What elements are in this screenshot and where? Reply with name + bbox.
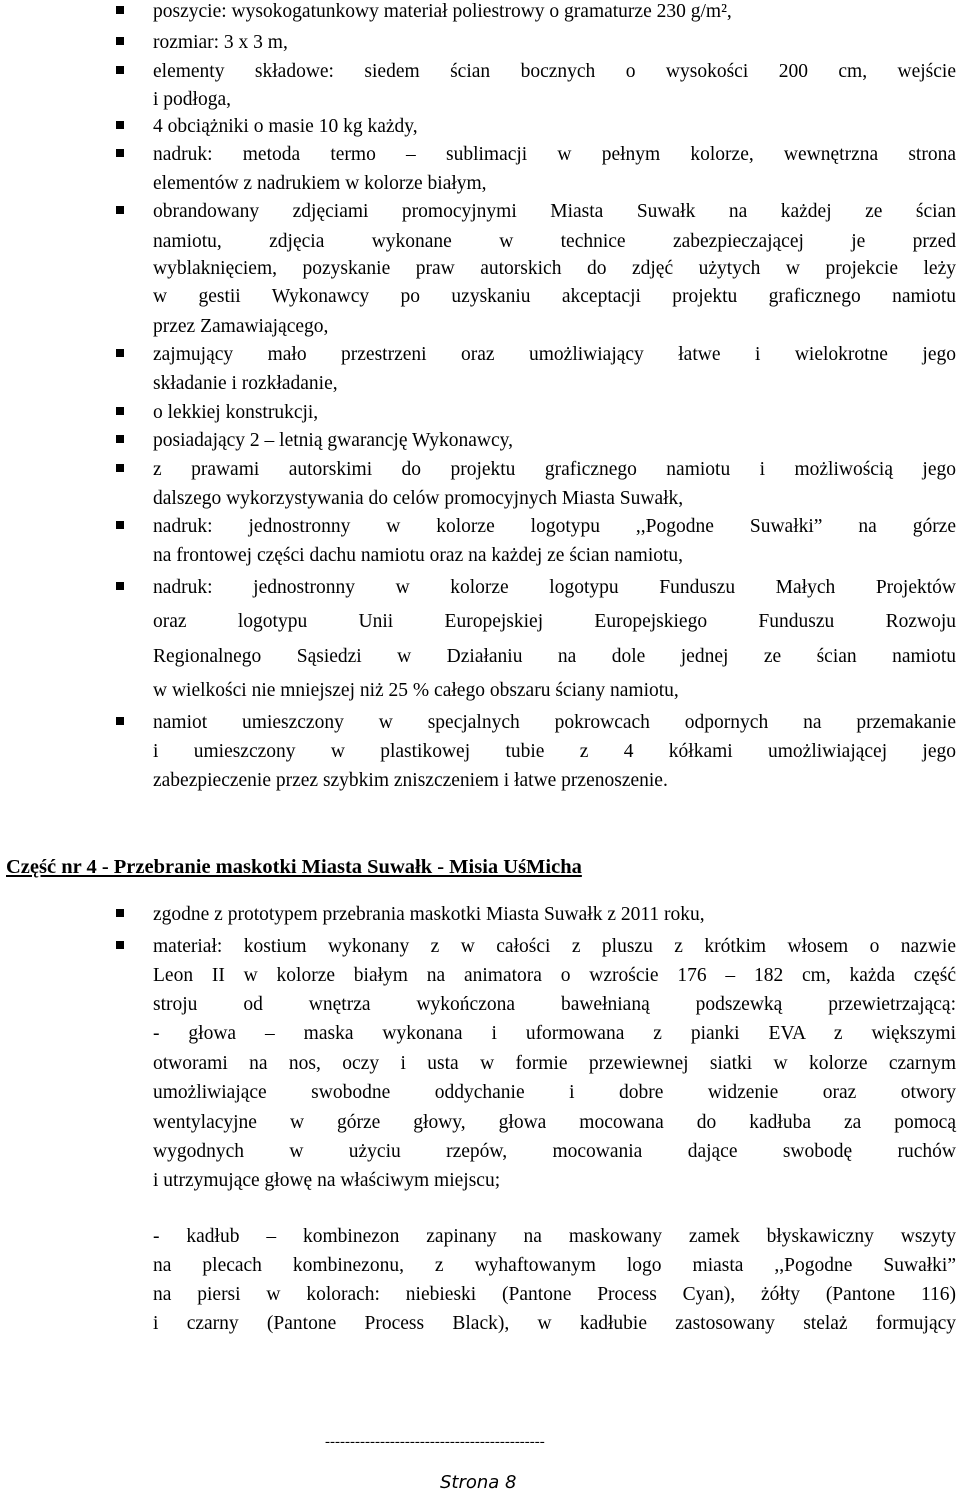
- bullet-icon: [116, 717, 124, 725]
- bullet-icon: [116, 407, 124, 415]
- text-line: zgodne z prototypem przebrania maskotki Miasta Suwałk z 2011 roku,: [153, 904, 705, 925]
- text-line: nadruk: jednostronny w kolorze logotypu Funduszu Małych Projektów: [153, 577, 956, 598]
- text-line: posiadający 2 – letnią gwarancję Wykonawcy,: [153, 430, 513, 451]
- bullet-icon: [116, 206, 124, 214]
- bullet-icon: [116, 37, 124, 45]
- text-line: dalszego wykorzystywania do celów promocyjnych Miasta Suwałk,: [153, 488, 684, 509]
- bullet-icon: [116, 435, 124, 443]
- text-line: i podłoga,: [153, 89, 231, 110]
- text-line: wyblaknięciem, pozyskanie praw autorskich do zdjęć użytych w projekcie leży: [153, 258, 956, 279]
- text-line: elementy składowe: siedem ścian bocznych o wysokości 200 cm, wejście: [153, 61, 956, 82]
- text-line: nadruk: jednostronny w kolorze logotypu ,,Pogodne Suwałki” na górze: [153, 516, 956, 537]
- bullet-icon: [116, 149, 124, 157]
- text-line: poszycie: wysokogatunkowy materiał poliestrowy o gramaturze 230 g/m²,: [153, 1, 732, 22]
- text-line: w gestii Wykonawcy po uzyskaniu akceptacji projektu graficznego namiotu: [153, 286, 956, 307]
- text-line: i czarny (Pantone Process Black), w kadłubie zastosowany stelaż formujący: [153, 1313, 956, 1334]
- text-line: oraz logotypu Unii Europejskiej Europejskiego Funduszu Rozwoju: [153, 611, 956, 632]
- bullet-icon: [116, 6, 124, 14]
- text-line: zabezpieczenie przez szybkim zniszczeniem i łatwe przenoszenie.: [153, 770, 668, 791]
- page-number: Strona 8: [440, 1472, 517, 1493]
- text-line: umożliwiające swobodne oddychanie i dobre widzenie oraz otwory: [153, 1082, 956, 1103]
- text-line: nadruk: metoda termo – sublimacji w pełnym kolorze, wewnętrzna strona: [153, 144, 956, 165]
- bullet-icon: [116, 582, 124, 590]
- text-line: wentylacyjne w górze głowy, głowa mocowana do kadłuba za pomocą: [153, 1112, 956, 1133]
- bullet-icon: [116, 464, 124, 472]
- text-line: wygodnych w użyciu rzepów, mocowania dające swobodę ruchów: [153, 1141, 956, 1162]
- text-line: przez Zamawiającego,: [153, 316, 329, 337]
- text-line: na plecach kombinezonu, z wyhaftowanym logo miasta ,,Pogodne Suwałki”: [153, 1255, 956, 1276]
- text-line: - kadłub – kombinezon zapinany na maskowany zamek błyskawiczny wszyty: [153, 1226, 956, 1247]
- text-line: namiotu, zdjęcia wykonane w technice zabezpieczającej je przed: [153, 231, 956, 252]
- text-line: na frontowej części dachu namiotu oraz na każdej ze ścian namiotu,: [153, 545, 684, 566]
- text-line: i umieszczony w plastikowej tubie z 4 kółkami umożliwiającej jego: [153, 741, 956, 762]
- text-line: i utrzymujące głowę na właściwym miejscu;: [153, 1170, 501, 1191]
- text-line: otworami na nos, oczy i usta w formie przewiewnej siatki w kolorze czarnym: [153, 1053, 956, 1074]
- text-line: o lekkiej konstrukcji,: [153, 402, 319, 423]
- bullet-icon: [116, 349, 124, 357]
- text-line: zajmujący mało przestrzeni oraz umożliwiający łatwe i wielokrotne jego: [153, 344, 956, 365]
- section-heading: Część nr 4 - Przebranie maskotki Miasta Suwałk - Misia UśMicha: [6, 856, 582, 878]
- bullet-icon: [116, 909, 124, 917]
- text-line: rozmiar: 3 x 3 m,: [153, 32, 288, 53]
- text-line: 4 obciążniki o masie 10 kg każdy,: [153, 116, 418, 137]
- text-line: obrandowany zdjęciami promocyjnymi Miasta Suwałk na każdej ze ścian: [153, 201, 956, 222]
- text-line: Leon II w kolorze białym na animatora o wzroście 176 – 182 cm, każda część: [153, 965, 956, 986]
- bullet-icon: [116, 66, 124, 74]
- text-line: Regionalnego Sąsiedzi w Działaniu na dole jednej ze ścian namiotu: [153, 646, 956, 667]
- text-line: elementów z nadrukiem w kolorze białym,: [153, 173, 487, 194]
- bullet-icon: [116, 521, 124, 529]
- text-line: w wielkości nie mniejszej niż 25 % całego obszaru ściany namiotu,: [153, 680, 679, 701]
- footer-separator: --------------------------------------------: [325, 1434, 545, 1450]
- text-line: - głowa – maska wykonana i uformowana z pianki EVA z większymi: [153, 1023, 956, 1044]
- text-line: namiot umieszczony w specjalnych pokrowcach odpornych na przemakanie: [153, 712, 956, 733]
- bullet-icon: [116, 121, 124, 129]
- bullet-icon: [116, 941, 124, 949]
- text-line: z prawami autorskimi do projektu graficznego namiotu i możliwością jego: [153, 459, 956, 480]
- text-line: stroju od wnętrza wykończona bawełnianą podszewką przewietrzającą:: [153, 994, 956, 1015]
- text-line: na piersi w kolorach: niebieski (Pantone Process Cyan), żółty (Pantone 116): [153, 1284, 956, 1305]
- text-line: materiał: kostium wykonany z w całości z pluszu z krótkim włosem o nazwie: [153, 936, 956, 957]
- text-line: składanie i rozkładanie,: [153, 373, 338, 394]
